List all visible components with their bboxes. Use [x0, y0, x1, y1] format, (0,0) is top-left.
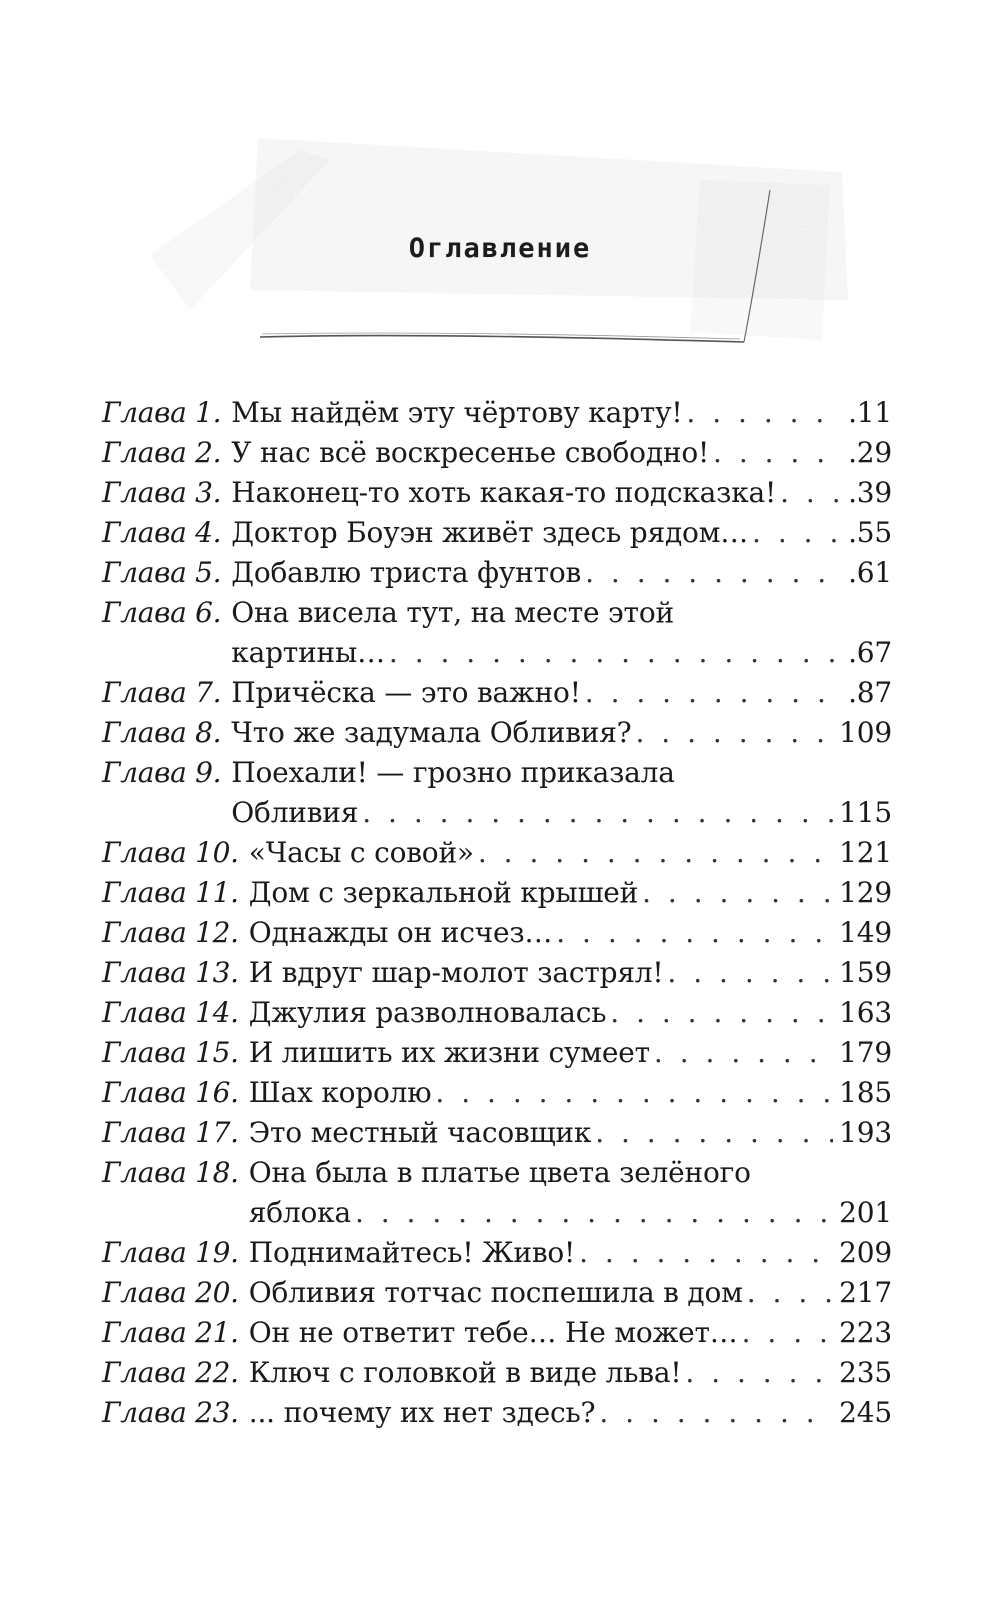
- toc-entry: [0, 913, 1000, 953]
- chapter-title: Он не ответит тебе… Не может…: [249, 1313, 742, 1353]
- chapter-label: Глава 5.: [102, 556, 222, 589]
- page-number: 163: [839, 996, 892, 1029]
- dot-leader: [685, 1353, 833, 1393]
- toc-entry: [0, 993, 1000, 1033]
- entry-line: [249, 1033, 892, 1073]
- table-of-contents: [0, 393, 1000, 1433]
- page-number: .67: [848, 636, 892, 669]
- entry-line: [249, 1153, 892, 1193]
- entry-line: [231, 473, 892, 513]
- dot-leader: [355, 1193, 833, 1233]
- heading-decoration: [0, 0, 1000, 380]
- page-number: 235: [839, 1356, 892, 1389]
- dot-leader: [610, 993, 833, 1033]
- toc-heading: Оглавление: [408, 233, 592, 264]
- entry-line: [231, 553, 892, 593]
- entry-line: [231, 593, 892, 633]
- entry-line: [249, 1193, 892, 1233]
- entry-line: [231, 393, 892, 433]
- dot-leader: [742, 1313, 834, 1353]
- chapter-label: Глава 3.: [102, 476, 222, 509]
- chapter-title: Причёска — это важно!: [231, 673, 584, 713]
- dot-leader: [478, 833, 833, 873]
- dot-leader: [389, 633, 842, 673]
- toc-entry: [0, 753, 1000, 793]
- chapter-label: Глава 2.: [102, 436, 222, 469]
- chapter-title: картины…: [231, 633, 389, 673]
- chapter-label: Глава 4.: [102, 516, 222, 549]
- dot-leader: [595, 1113, 833, 1153]
- chapter-label: Глава 1.: [102, 396, 222, 429]
- dot-leader: [362, 793, 833, 833]
- dot-leader: [585, 553, 842, 593]
- chapter-title: Поднимайтесь! Живо!: [249, 1233, 579, 1273]
- toc-entry-continuation: [0, 633, 1000, 673]
- chapter-title: Обливия: [231, 793, 362, 833]
- dot-leader: [435, 1073, 833, 1113]
- chapter-label: Глава 18.: [102, 1156, 239, 1189]
- chapter-title: Это местный часовщик: [249, 1113, 595, 1153]
- chapter-label: Глава 14.: [102, 996, 239, 1029]
- page-number: .29: [848, 436, 892, 469]
- entry-line: [249, 1233, 892, 1273]
- toc-entry: [0, 713, 1000, 753]
- chapter-title: Обливия тотчас поспешила в дом: [249, 1273, 747, 1313]
- chapter-title: И лишить их жизни сумеет: [249, 1033, 654, 1073]
- toc-entry: [0, 833, 1000, 873]
- chapter-label: Глава 19.: [102, 1236, 239, 1269]
- chapter-title: «Часы с совой»: [249, 833, 478, 873]
- page-number: 179: [839, 1036, 892, 1069]
- chapter-title: Дом с зеркальной крышей: [249, 873, 642, 913]
- toc-entry: [0, 393, 1000, 433]
- entry-line: [249, 953, 892, 993]
- chapter-label: Глава 11.: [102, 876, 239, 909]
- chapter-label: Глава 17.: [102, 1116, 239, 1149]
- paper-strip-graphic: [0, 0, 1000, 380]
- toc-entry: [0, 1073, 1000, 1113]
- chapter-title: Доктор Боуэн живёт здесь рядом…: [231, 513, 752, 553]
- page-number: 115: [839, 796, 892, 829]
- chapter-title: ... почему их нет здесь?: [249, 1393, 600, 1433]
- dot-leader: [579, 1233, 833, 1273]
- toc-entry: [0, 1353, 1000, 1393]
- entry-line: [231, 513, 892, 553]
- chapter-title: И вдруг шар-молот застрял!: [249, 953, 668, 993]
- toc-entry: [0, 593, 1000, 633]
- chapter-label: Глава 12.: [102, 916, 239, 949]
- page-number: .55: [848, 516, 892, 549]
- chapter-title: Однажды он исчез…: [249, 913, 556, 953]
- entry-line: [249, 1313, 892, 1353]
- chapter-label: Глава 15.: [102, 1036, 239, 1069]
- chapter-label: Глава 10.: [102, 836, 239, 869]
- toc-entry: [0, 433, 1000, 473]
- entry-line: [249, 993, 892, 1033]
- dot-leader: [585, 673, 842, 713]
- toc-entry: [0, 1113, 1000, 1153]
- toc-entry: [0, 473, 1000, 513]
- page-number: 185: [839, 1076, 892, 1109]
- page-number: 193: [839, 1116, 892, 1149]
- dot-leader: [642, 873, 833, 913]
- page-number: 209: [839, 1236, 892, 1269]
- toc-entry: [0, 1033, 1000, 1073]
- chapter-label: Глава 21.: [102, 1316, 239, 1349]
- page-number: 129: [839, 876, 892, 909]
- entry-line: [231, 433, 892, 473]
- dot-leader: [713, 433, 842, 473]
- chapter-title: Она была в платье цвета зелёного: [249, 1153, 755, 1193]
- toc-entry: [0, 953, 1000, 993]
- page-number: 159: [839, 956, 892, 989]
- entry-line: [231, 753, 892, 793]
- chapter-label: Глава 13.: [102, 956, 239, 989]
- page-number: 245: [839, 1396, 892, 1429]
- dot-leader: [780, 473, 842, 513]
- chapter-title: Добавлю триста фунтов: [231, 553, 585, 593]
- chapter-label: Глава 16.: [102, 1076, 239, 1109]
- page-number: 223: [839, 1316, 892, 1349]
- chapter-label: Глава 7.: [102, 676, 222, 709]
- page-number: 121: [839, 836, 892, 869]
- dot-leader: [747, 1273, 833, 1313]
- chapter-title: Шах королю: [249, 1073, 436, 1113]
- chapter-title: У нас всё воскресенье свободно!: [231, 433, 713, 473]
- chapter-title: Поехали! — грозно приказала: [231, 753, 678, 793]
- entry-line: [231, 673, 892, 713]
- entry-line: [249, 1353, 892, 1393]
- toc-entry: [0, 873, 1000, 913]
- dot-leader: [667, 953, 833, 993]
- chapter-title: Ключ с головкой в виде льва!: [249, 1353, 686, 1393]
- dot-leader: [686, 393, 842, 433]
- chapter-title: Она висела тут, на месте этой: [231, 593, 678, 633]
- chapter-label: Глава 6.: [102, 596, 222, 629]
- page-number: 109: [839, 716, 892, 749]
- dot-leader: [556, 913, 833, 953]
- entry-line: [249, 1073, 892, 1113]
- chapter-title: Мы найдём эту чёртову карту!: [231, 393, 686, 433]
- chapter-title: Джулия разволновалась: [249, 993, 611, 1033]
- toc-entry: [0, 1313, 1000, 1353]
- entry-line: [231, 713, 892, 753]
- chapter-title: яблока: [249, 1193, 355, 1233]
- toc-entry-continuation: [0, 1193, 1000, 1233]
- chapter-label: Глава 20.: [102, 1276, 239, 1309]
- entry-line: [231, 633, 892, 673]
- dot-leader: [752, 513, 842, 553]
- toc-entry: [0, 1393, 1000, 1433]
- dot-leader: [636, 713, 834, 753]
- chapter-label: Глава 8.: [102, 716, 222, 749]
- toc-entry: [0, 553, 1000, 593]
- toc-entry: [0, 673, 1000, 713]
- toc-entry: [0, 513, 1000, 553]
- page-number: .87: [848, 676, 892, 709]
- entry-line: [249, 1113, 892, 1153]
- chapter-label: Глава 22.: [102, 1356, 239, 1389]
- toc-entry-continuation: [0, 793, 1000, 833]
- page-number: 201: [839, 1196, 892, 1229]
- page-number: .39: [848, 476, 892, 509]
- entry-line: [249, 913, 892, 953]
- chapter-title: Что же задумала Обливия?: [231, 713, 635, 753]
- entry-line: [249, 873, 892, 913]
- toc-entry: [0, 1273, 1000, 1313]
- toc-entry: [0, 1153, 1000, 1193]
- entry-line: [249, 1273, 892, 1313]
- entry-line: [249, 833, 892, 873]
- dot-leader: [599, 1393, 833, 1433]
- page-number: .11: [848, 396, 892, 429]
- entry-line: [231, 793, 892, 833]
- chapter-label: Глава 23.: [102, 1396, 239, 1429]
- page-number: 217: [839, 1276, 892, 1309]
- page-number: .61: [848, 556, 892, 589]
- page-number: 149: [839, 916, 892, 949]
- entry-line: [249, 1393, 892, 1433]
- chapter-title: Наконец-то хоть какая-то подсказка!: [231, 473, 780, 513]
- chapter-label: Глава 9.: [102, 756, 222, 789]
- toc-entry: [0, 1233, 1000, 1273]
- dot-leader: [654, 1033, 833, 1073]
